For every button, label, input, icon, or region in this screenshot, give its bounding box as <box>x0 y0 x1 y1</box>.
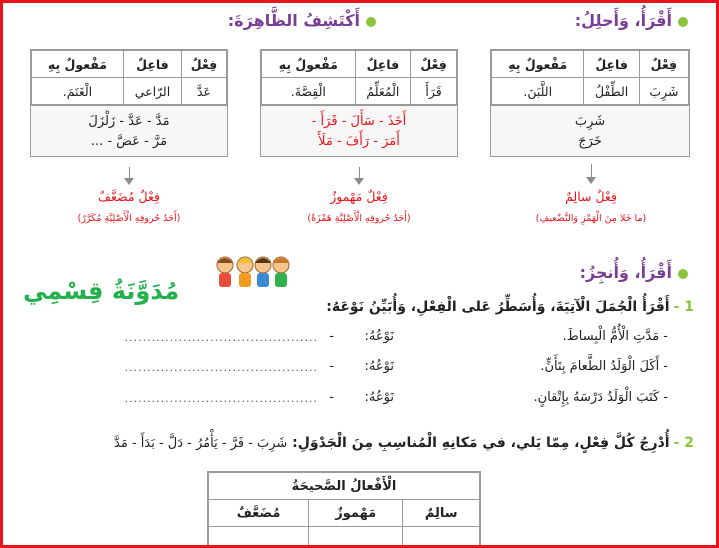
verb-table-sound <box>491 50 689 105</box>
rule-note-sound: (ما خَلا مِنَ الْهَمْزِ وَالتَّضْعيفِ) <box>535 213 647 224</box>
kid-figure <box>217 257 233 287</box>
cell-verb: عَدَّ <box>182 78 227 105</box>
answer-cell-doubled[interactable] <box>209 527 309 548</box>
arrow-down-icon <box>354 178 364 185</box>
arrow-down-icon <box>124 178 134 185</box>
header-verb: فِعْلٌ <box>411 51 457 78</box>
header-subject: فاعِلٌ <box>355 51 410 78</box>
rule-title-doubled: فِعْلٌ مُضَعَّفٌ <box>98 189 160 204</box>
discover-title <box>228 11 376 30</box>
sentence-2: - أَكَلَ الْوَلَدُ الطَّعامَ بِتَأَنٍّ. <box>540 359 668 374</box>
cell-subject: الرّاعي <box>123 78 181 105</box>
header-object: مَفْعولٌ بِهِ <box>262 51 356 78</box>
type-dash: - <box>329 390 334 405</box>
question-number: 2 - <box>673 435 694 451</box>
read-analyze-title <box>575 11 688 30</box>
bullet-icon <box>678 17 688 27</box>
question-2 <box>114 435 694 451</box>
kid-figure <box>255 257 271 287</box>
rule-title-sound: فِعْلٌ سالِمٌ <box>565 189 617 204</box>
question-number: 1 - <box>673 299 694 315</box>
examples-doubled <box>31 105 227 156</box>
example-line: أَمَرَ - رَأَفَ - مَلَأَ <box>318 134 400 149</box>
read-do-title <box>580 263 688 282</box>
cell-subject: الْمُعَلِّمُ <box>355 78 410 105</box>
correct-verbs-table <box>207 471 481 548</box>
example-line: أَخَذَ - سَأَلَ - قَرَأَ - <box>311 114 407 129</box>
verb-table-doubled <box>31 50 227 105</box>
kids-illustration <box>213 251 293 293</box>
arrow-down-icon <box>586 177 596 184</box>
discover-text: أَكْتَشِفُ الظَّاهِرَةَ: <box>227 11 360 30</box>
cell-object: الْقِصَّةَ. <box>262 78 356 105</box>
answer-blank-3[interactable]: ........................................... <box>124 392 318 405</box>
type-label: نَوْعُهُ: <box>364 390 394 405</box>
cell-verb: قَرَأَ <box>411 78 457 105</box>
verb-list: شَرِبَ - فَرَّ - يَأْمُرُ - دَلَّ - بَدَأَ - مَدَّ <box>114 436 288 451</box>
verb-box-doubled <box>30 49 228 157</box>
example-line: مَرَّ - عَضَّ - ... <box>90 134 168 149</box>
rule-title-hamzated: فِعْلٌ مَهْموزٌ <box>330 189 388 204</box>
question-text: أُدْرِجُ كُلَّ فِعْلٍ، مِمّا يَلي، في مَكانِهِ الْمُناسِبِ مِنَ الْجَدْوَلِ: <box>292 435 670 451</box>
verb-table-hamzated <box>261 50 457 105</box>
header-object: مَفْعولٌ بِهِ <box>32 51 124 78</box>
table-title: الْأَفْعالُ الصَّحيحَةُ <box>209 473 480 500</box>
verb-box-hamzated <box>260 49 458 157</box>
kid-figure <box>273 257 289 287</box>
bullet-icon <box>678 269 688 279</box>
answer-blank-2[interactable]: ........................................... <box>124 361 318 374</box>
answer-blank-1[interactable]: ........................................... <box>124 331 318 344</box>
cell-object: الْغَنَمَ. <box>32 78 124 105</box>
examples-hamzated <box>261 105 457 156</box>
cell-verb: شَرِبَ <box>639 78 688 105</box>
rule-note-hamzated: (أَحَدُ حُروفِهِ الْأَصْلِيَّةِ هَمْزَةٌ) <box>307 213 411 224</box>
question-1 <box>326 299 694 315</box>
type-dash: - <box>329 359 334 374</box>
example-line: خَرَجَ <box>578 134 602 149</box>
bullet-icon <box>366 17 376 27</box>
column-sound: سالِمٌ <box>403 500 480 527</box>
column-hamzated: مَهْموزٌ <box>309 500 403 527</box>
answer-cell-sound[interactable] <box>403 527 480 548</box>
type-label: نَوْعُهُ: <box>364 359 394 374</box>
read-analyze-text: أَقْرَأُ، وَأَحلِلُ: <box>574 11 672 30</box>
rule-note-doubled: (أَحَدُ حُروفِهِ الْأَصْلِيَّةِ مُكَرَّرٌ) <box>77 213 181 224</box>
question-text: أَقْرَأُ الْجُمَلَ الْآتِيَةَ، وَأُسَطِّرُ عَلى الْفِعْلِ، وَأُبَيِّنُ نَوْعَهُ: <box>326 299 670 315</box>
verb-box-sound <box>490 49 690 157</box>
column-doubled: مُضَعَّفٌ <box>209 500 309 527</box>
blog-name: مُدَوَّنَةُ قِسْمِي <box>23 277 180 305</box>
example-line: مَدَّ - عَدَّ - زَلْزَلَ <box>88 114 170 129</box>
type-dash: - <box>329 329 334 344</box>
cell-object: اللَّبَنَ. <box>492 78 584 105</box>
header-verb: فِعْلٌ <box>639 51 688 78</box>
header-subject: فاعِلٌ <box>584 51 639 78</box>
type-label: نَوْعُهُ: <box>364 329 394 344</box>
kid-figure <box>237 257 253 287</box>
header-verb: فِعْلٌ <box>182 51 227 78</box>
sentence-3: - كَتَبَ الْوَلَدُ دَرْسَهُ بِإِتْقانٍ. <box>533 390 668 405</box>
sentence-1: - مَدَّتِ الْأُمُّ الْبِساطَ. <box>562 329 668 344</box>
answer-cell-hamzated[interactable] <box>309 527 403 548</box>
cell-subject: الطِّفْلُ <box>584 78 639 105</box>
examples-sound <box>491 105 689 156</box>
read-do-text: أَقْرَأُ، وَأُنجِزُ: <box>579 263 672 282</box>
header-subject: فاعِلٌ <box>123 51 181 78</box>
arrow-line <box>591 164 592 178</box>
example-line: شَرِبَ <box>574 114 606 129</box>
header-object: مَفْعولٌ بِهِ <box>492 51 584 78</box>
